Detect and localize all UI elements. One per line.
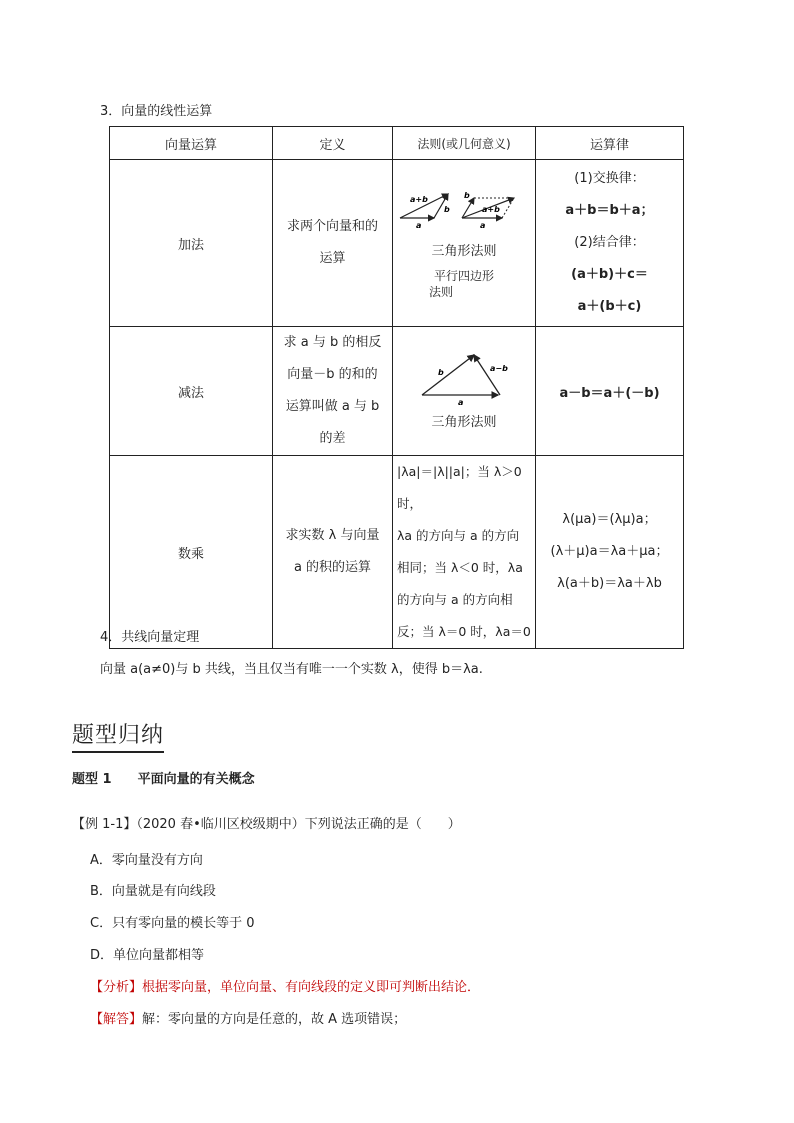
scalar-rule-line: 反；当 λ＝0 时，λa＝0 [397,624,531,639]
subtraction-def-line: 运算叫做 a 与 b [285,399,380,414]
triangle-rule-label: 三角形法则 [431,244,497,259]
law-line: (2)结合律： [574,235,645,250]
triangle-rule-label: 三角形法则 [431,415,497,430]
law-line: λ(μa)＝(λμ)a； [562,512,657,527]
label-a-minus-b: a−b [490,364,508,373]
table-row-subtraction [110,327,684,456]
answer-tag: 【解答】 [90,1012,143,1027]
analysis-line [90,976,480,995]
header-rule: 法则(或几何意义) [393,127,536,160]
scalar-mult-name: 数乘 [110,456,273,649]
parallelogram-rule-label: 平行四边形 [433,269,494,283]
analysis-text: 根据零向量，单位向量、有向线段的定义即可判断出结论． [142,980,481,995]
law-line: λ(a＋b)＝λa＋λb [557,576,662,591]
label-a: a [480,221,486,230]
law-line: (a＋b)＋c＝ [571,267,648,282]
label-b: b [444,205,450,214]
label-a-plus-b: a+b [410,195,428,204]
collinear-theorem-text: 向量 a(a≠0)与 b 共线，当且仅当有唯一一个实数 λ，使得 b＝λa. [100,662,483,677]
addition-laws [536,160,684,327]
law-line: a＋(b＋c) [577,299,642,314]
scalar-mult-rule [393,456,536,649]
subtraction-def-line: 的差 [319,431,346,446]
addition-definition [273,160,393,327]
addition-rule [393,160,536,327]
label-a-plus-b: a+b [482,205,500,214]
subtraction-rule [393,327,536,456]
addition-vector-diagram [394,186,534,236]
subtraction-law: a－b＝a＋(－b) [536,327,684,456]
option-c: C．只有零向量的模长等于 0 [90,916,255,931]
scalar-mult-definition [273,456,393,649]
example-line: 【例 1-1】（2020 春•临川区校级期中）下列说法正确的是（ ） [72,817,461,832]
answer-line [90,1008,406,1027]
header-definition: 定义 [273,127,393,160]
scalar-rule-line: |λa|＝|λ||a|；当 λ＞0 时， [397,464,522,511]
law-line: (1)交换律： [574,171,645,186]
big-heading-question-types: 题型归纳 [72,718,164,753]
subtraction-name: 减法 [110,327,273,456]
table-row-addition [110,160,684,327]
table-row-scalar-mult [110,456,684,649]
law-line: (λ＋μ)a＝λa＋μa； [550,544,669,559]
answer-text: 解：零向量的方向是任意的，故 A 选项错误； [142,1012,407,1027]
analysis-tag: 【分析】 [90,980,143,995]
scalar-def-line: a 的积的运算 [293,560,372,575]
label-a: a [416,221,422,230]
addition-def-line: 求两个向量和的 [286,219,378,234]
label-a: a [458,398,464,405]
addition-name: 加法 [110,160,273,327]
header-operation: 向量运算 [110,127,273,160]
section-heading-linear-ops: 3．向量的线性运算 [100,104,213,119]
addition-def-line: 运算 [319,251,346,266]
label-b: b [438,368,444,377]
option-a: A．零向量没有方向 [90,853,203,868]
scalar-def-line: 求实数 λ 与向量 [285,528,380,543]
scalar-mult-laws [536,456,684,649]
subtraction-def-line: 向量－b 的和的 [287,367,378,382]
subtraction-def-line: 求 a 与 b 的相反 [283,335,382,350]
scalar-rule-line: 的方向与 a 的方向相 [397,592,513,607]
vector-operations-table [109,126,684,649]
option-b: B．向量就是有向线段 [90,884,216,899]
option-d: D．单位向量都相等 [90,948,205,963]
type1-heading: 题型 1 平面向量的有关概念 [72,772,255,787]
scalar-rule-line: 相同；当 λ＜0 时，λa [397,560,523,575]
subtraction-definition [273,327,393,456]
scalar-rule-line: λa 的方向与 a 的方向 [397,528,520,543]
header-laws: 运算律 [536,127,684,160]
subtraction-vector-diagram [414,349,514,405]
law-line: a＋b＝b＋a； [565,203,654,218]
section-heading-collinear: 4．共线向量定理 [100,630,200,645]
parallelogram-rule-label: 法则 [429,285,454,299]
label-b: b [464,191,470,200]
table-header-row [110,127,684,160]
